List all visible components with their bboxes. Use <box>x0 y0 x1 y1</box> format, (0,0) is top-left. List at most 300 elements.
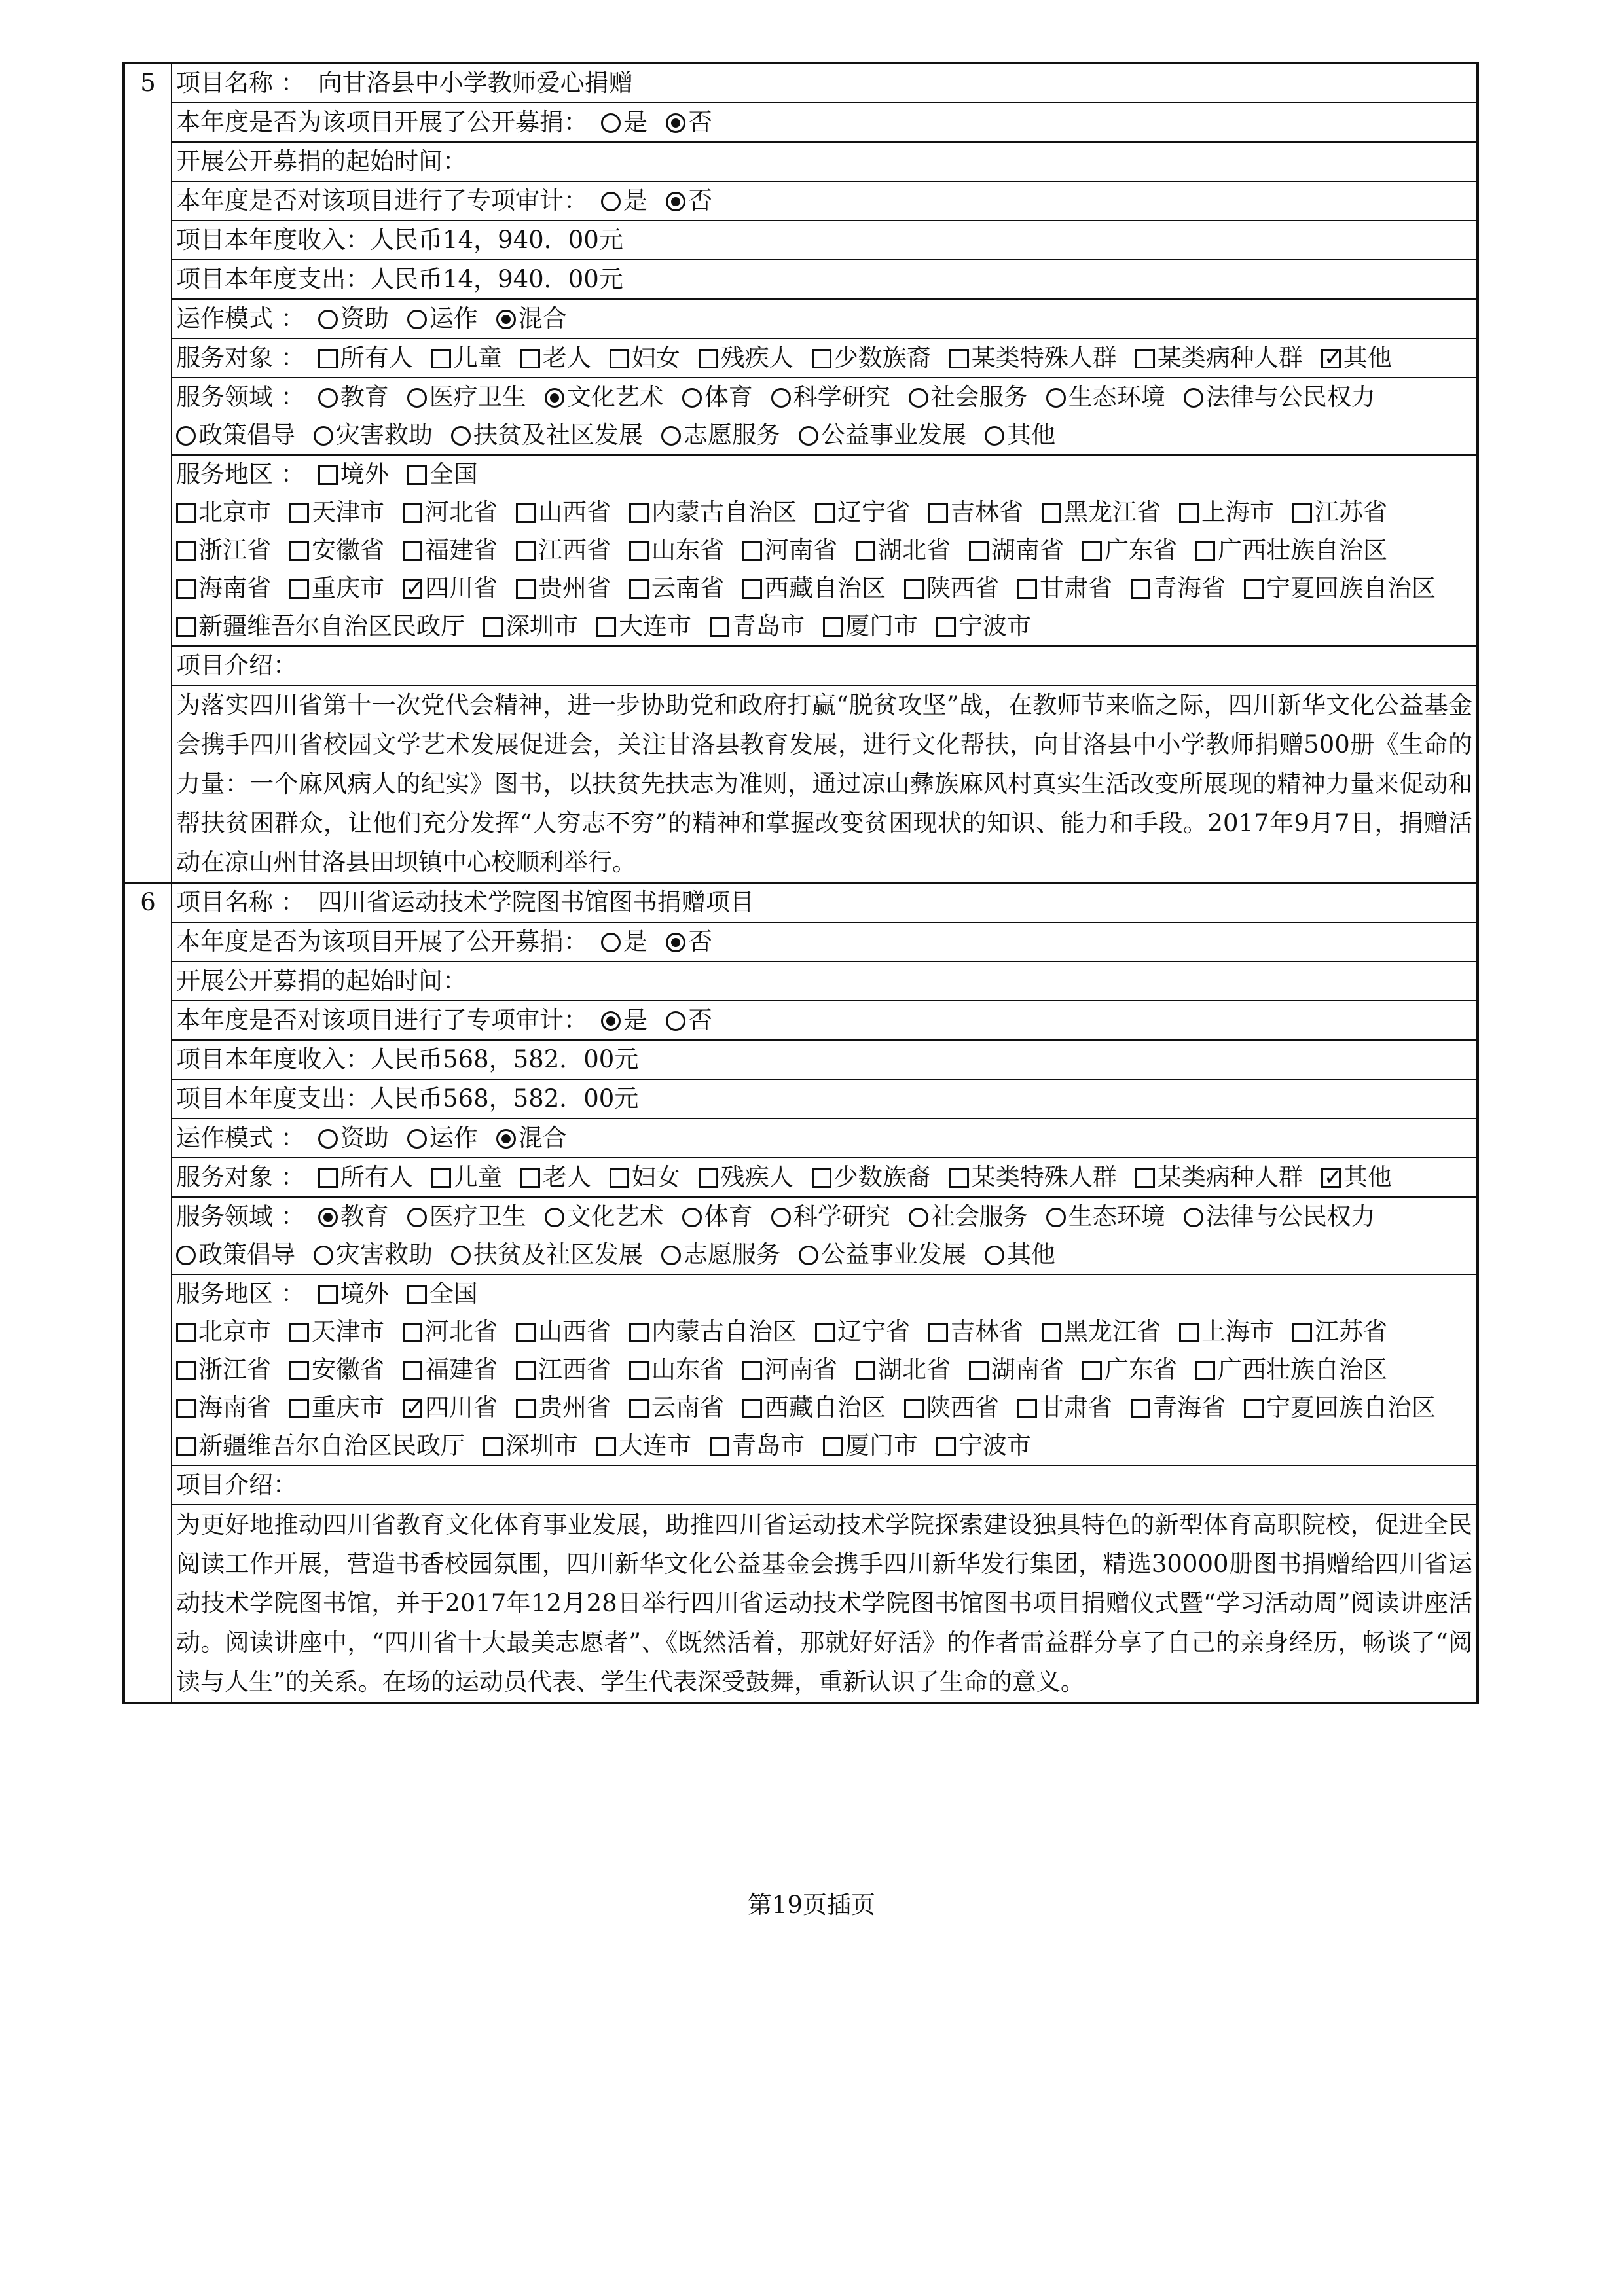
radio-option[interactable] <box>682 378 753 416</box>
checkbox-option[interactable] <box>289 1351 384 1389</box>
checkbox-option[interactable] <box>812 339 931 377</box>
radio-option[interactable] <box>799 1236 966 1274</box>
checkbox-icon[interactable] <box>949 349 969 368</box>
radio-button-icon[interactable] <box>909 388 928 408</box>
radio-option[interactable] <box>407 1198 526 1236</box>
checkbox-option[interactable] <box>742 569 886 607</box>
checkbox-icon[interactable] <box>289 503 309 523</box>
radio-button-icon[interactable] <box>451 426 471 446</box>
checkbox-option[interactable] <box>1017 1389 1112 1427</box>
checkbox-option[interactable] <box>742 1351 837 1389</box>
checkbox-option[interactable] <box>407 1275 478 1313</box>
radio-option[interactable] <box>407 1119 478 1157</box>
checkbox-option[interactable] <box>856 531 951 569</box>
option-label: 医疗卫生 <box>429 383 526 411</box>
checkbox-icon[interactable] <box>904 1399 924 1418</box>
checkbox-icon[interactable] <box>1321 349 1341 368</box>
option-label: 河北省 <box>425 1318 498 1346</box>
checkbox-icon[interactable] <box>1135 1168 1155 1188</box>
radio-option[interactable] <box>318 300 389 338</box>
checkbox-option[interactable] <box>1195 1351 1387 1389</box>
checkbox-option[interactable] <box>1082 1351 1177 1389</box>
checkbox-icon[interactable] <box>318 1168 338 1188</box>
checkbox-option[interactable] <box>403 493 498 531</box>
radio-button-icon[interactable] <box>318 388 338 408</box>
checkbox-icon[interactable] <box>1179 503 1199 523</box>
radio-option[interactable] <box>799 416 966 454</box>
checkbox-option[interactable] <box>699 1158 793 1196</box>
checkbox-option[interactable] <box>318 1275 389 1313</box>
checkbox-icon[interactable] <box>610 349 629 368</box>
checkbox-icon[interactable] <box>1082 541 1102 561</box>
checkbox-option[interactable] <box>699 339 793 377</box>
checkbox-icon[interactable] <box>407 1285 427 1304</box>
checkbox-option[interactable] <box>928 493 1023 531</box>
checkbox-icon[interactable] <box>289 1323 309 1342</box>
radio-option[interactable] <box>682 1198 753 1236</box>
field-row <box>172 1197 1478 1274</box>
checkbox-option[interactable] <box>1131 1389 1226 1427</box>
option-label: 辽宁省 <box>837 1318 910 1346</box>
radio-option[interactable] <box>1184 378 1376 416</box>
radio-option[interactable] <box>318 378 389 416</box>
radio-button-icon[interactable] <box>451 1246 471 1265</box>
radio-option[interactable] <box>666 103 712 141</box>
checkbox-icon[interactable] <box>516 1361 536 1380</box>
checkbox-option[interactable] <box>176 569 271 607</box>
checkbox-icon[interactable] <box>516 579 536 599</box>
radio-button-icon[interactable] <box>661 1246 681 1265</box>
checkbox-icon[interactable] <box>1082 1361 1102 1380</box>
checkbox-option[interactable] <box>516 1389 611 1427</box>
checkbox-icon[interactable] <box>629 1361 649 1380</box>
checkbox-icon[interactable] <box>742 1399 762 1418</box>
checkbox-option[interactable] <box>403 1313 498 1351</box>
option-label: 湖南省 <box>991 1355 1064 1384</box>
radio-option[interactable] <box>666 1001 712 1039</box>
checkbox-icon[interactable] <box>289 1399 309 1418</box>
checkbox-option[interactable] <box>403 1351 498 1389</box>
checkbox-option[interactable] <box>483 607 578 645</box>
checkbox-icon[interactable] <box>710 1437 729 1456</box>
radio-option[interactable] <box>1046 1198 1165 1236</box>
checkbox-option[interactable] <box>407 456 478 493</box>
checkbox-icon[interactable] <box>176 617 196 637</box>
checkbox-icon[interactable] <box>403 541 422 561</box>
radio-option[interactable] <box>407 300 478 338</box>
radio-option[interactable] <box>451 1236 643 1274</box>
checkbox-icon[interactable] <box>176 503 196 523</box>
checkbox-icon[interactable] <box>289 1361 309 1380</box>
radio-option[interactable] <box>314 1236 433 1274</box>
checkbox-option[interactable] <box>431 339 502 377</box>
checkbox-icon[interactable] <box>176 1437 196 1456</box>
checkbox-icon[interactable] <box>516 503 536 523</box>
option-label: 安徽省 <box>312 536 384 564</box>
checkbox-icon[interactable] <box>742 541 762 561</box>
checkbox-icon[interactable] <box>176 541 196 561</box>
radio-button-icon[interactable] <box>985 426 1004 446</box>
checkbox-icon[interactable] <box>431 1168 451 1188</box>
fundraising-start-row <box>172 961 1478 1001</box>
radio-option[interactable] <box>771 1198 890 1236</box>
checkbox-icon[interactable] <box>520 349 540 368</box>
checkbox-icon[interactable] <box>949 1168 969 1188</box>
radio-button-icon[interactable] <box>314 426 333 446</box>
checkbox-option[interactable] <box>1244 569 1436 607</box>
radio-option[interactable] <box>1184 1198 1376 1236</box>
checkbox-icon[interactable] <box>812 349 831 368</box>
radio-option[interactable] <box>771 378 890 416</box>
checkbox-option[interactable] <box>610 339 680 377</box>
checkbox-option[interactable] <box>629 1351 724 1389</box>
checkbox-icon[interactable] <box>742 579 762 599</box>
checkbox-option[interactable] <box>1042 1313 1161 1351</box>
checkbox-option[interactable] <box>812 1158 931 1196</box>
checkbox-icon[interactable] <box>823 1437 843 1456</box>
intro-row <box>172 1505 1478 1703</box>
radio-option[interactable] <box>318 1119 389 1157</box>
radio-option[interactable] <box>601 182 647 220</box>
checkbox-option[interactable] <box>1292 493 1387 531</box>
radio-option[interactable] <box>407 378 526 416</box>
checkbox-icon[interactable] <box>176 579 196 599</box>
checkbox-icon[interactable] <box>1042 1323 1061 1342</box>
radio-button-icon[interactable] <box>682 388 702 408</box>
radio-option[interactable] <box>666 182 712 220</box>
checkbox-icon[interactable] <box>289 541 309 561</box>
option-label: 少数族裔 <box>833 1163 931 1191</box>
checkbox-icon[interactable] <box>1292 503 1312 523</box>
checkbox-icon[interactable] <box>483 1437 503 1456</box>
checkbox-option[interactable] <box>289 531 384 569</box>
checkbox-icon[interactable] <box>936 617 956 637</box>
checkbox-option[interactable] <box>176 607 465 645</box>
checkbox-option[interactable] <box>1017 569 1112 607</box>
checkbox-option[interactable] <box>596 1427 691 1465</box>
checkbox-icon[interactable] <box>629 1399 649 1418</box>
checkbox-icon[interactable] <box>1195 541 1215 561</box>
checkbox-icon[interactable] <box>815 1323 835 1342</box>
checkbox-option[interactable] <box>596 607 691 645</box>
radio-button-icon[interactable] <box>318 1208 338 1227</box>
checkbox-option[interactable] <box>1179 493 1274 531</box>
radio-button-icon[interactable] <box>799 426 818 446</box>
checkbox-icon[interactable] <box>928 503 948 523</box>
radio-button-icon[interactable] <box>314 1246 333 1265</box>
checkbox-option[interactable] <box>176 1389 271 1427</box>
option-label: 公益事业发展 <box>821 1240 966 1268</box>
checkbox-icon[interactable] <box>936 1437 956 1456</box>
radio-button-icon[interactable] <box>771 388 791 408</box>
checkbox-icon[interactable] <box>823 617 843 637</box>
radio-button-icon[interactable] <box>601 113 621 133</box>
radio-button-icon[interactable] <box>909 1208 928 1227</box>
radio-button-icon[interactable] <box>771 1208 791 1227</box>
radio-option[interactable] <box>496 1119 567 1157</box>
radio-option[interactable] <box>545 378 664 416</box>
option-label: 福建省 <box>425 536 498 564</box>
checkbox-option[interactable] <box>289 1389 384 1427</box>
checkbox-option[interactable] <box>969 531 1064 569</box>
radio-option[interactable] <box>666 923 712 961</box>
radio-button-icon[interactable] <box>601 1011 621 1031</box>
expense-value: 项目本年度支出：人民币14，940．00元 <box>176 265 623 293</box>
checkbox-icon[interactable] <box>516 541 536 561</box>
checkbox-icon[interactable] <box>289 579 309 599</box>
checkbox-icon[interactable] <box>403 1361 422 1380</box>
checkbox-icon[interactable] <box>629 579 649 599</box>
checkbox-option[interactable] <box>629 1389 724 1427</box>
checkbox-icon[interactable] <box>699 349 718 368</box>
checkbox-icon[interactable] <box>969 541 989 561</box>
radio-button-icon[interactable] <box>496 1129 516 1149</box>
checkbox-option[interactable] <box>1135 1158 1303 1196</box>
checkbox-option[interactable] <box>904 1389 999 1427</box>
checkbox-option[interactable] <box>928 1313 1023 1351</box>
radio-button-icon[interactable] <box>661 426 681 446</box>
checkbox-icon[interactable] <box>520 1168 540 1188</box>
checkbox-icon[interactable] <box>699 1168 718 1188</box>
checkbox-option[interactable] <box>516 569 611 607</box>
radio-button-icon[interactable] <box>666 113 685 133</box>
checkbox-icon[interactable] <box>318 465 338 485</box>
checkbox-option[interactable] <box>1195 531 1387 569</box>
checkbox-option[interactable] <box>431 1158 502 1196</box>
radio-option[interactable] <box>985 416 1055 454</box>
checkbox-icon[interactable] <box>176 1323 196 1342</box>
checkbox-option[interactable] <box>403 569 498 607</box>
option-label: 社会服务 <box>930 1202 1028 1230</box>
checkbox-icon[interactable] <box>596 1437 616 1456</box>
radio-option[interactable] <box>909 1198 1028 1236</box>
checkbox-option[interactable] <box>815 493 910 531</box>
checkbox-icon[interactable] <box>1042 503 1061 523</box>
checkbox-option[interactable] <box>176 1427 465 1465</box>
option-label: 灾害救助 <box>336 1240 433 1268</box>
checkbox-option[interactable] <box>1321 1158 1392 1196</box>
radio-button-icon[interactable] <box>985 1246 1004 1265</box>
checkbox-option[interactable] <box>904 569 999 607</box>
checkbox-option[interactable] <box>176 1351 271 1389</box>
option-label: 公益事业发展 <box>821 421 966 449</box>
checkbox-icon[interactable] <box>1292 1323 1312 1342</box>
checkbox-option[interactable] <box>1131 569 1226 607</box>
checkbox-icon[interactable] <box>1244 1399 1264 1418</box>
checkbox-option[interactable] <box>1082 531 1177 569</box>
checkbox-option[interactable] <box>318 1158 413 1196</box>
checkbox-icon[interactable] <box>318 349 338 368</box>
radio-button-icon[interactable] <box>601 933 621 952</box>
checkbox-option[interactable] <box>629 1313 797 1351</box>
radio-option[interactable] <box>1046 378 1165 416</box>
radio-button-icon[interactable] <box>1046 388 1066 408</box>
radio-option[interactable] <box>985 1236 1055 1274</box>
checkbox-icon[interactable] <box>403 1399 422 1418</box>
fundraising-start-label: 开展公开募捐的起始时间： <box>176 147 467 175</box>
radio-option[interactable] <box>601 923 647 961</box>
checkbox-icon[interactable] <box>815 503 835 523</box>
checkbox-option[interactable] <box>1179 1313 1274 1351</box>
checkbox-icon[interactable] <box>1131 579 1150 599</box>
checkbox-option[interactable] <box>318 339 413 377</box>
checkbox-option[interactable] <box>516 1351 611 1389</box>
radio-button-icon[interactable] <box>545 1208 564 1227</box>
checkbox-option[interactable] <box>629 531 724 569</box>
radio-button-icon[interactable] <box>666 1011 685 1031</box>
option-label: 安徽省 <box>312 1355 384 1384</box>
checkbox-option[interactable] <box>936 607 1031 645</box>
checkbox-icon[interactable] <box>1179 1323 1199 1342</box>
radio-button-icon[interactable] <box>496 310 516 329</box>
checkbox-option[interactable] <box>520 339 591 377</box>
radio-option[interactable] <box>314 416 433 454</box>
checkbox-option[interactable] <box>742 1389 886 1427</box>
radio-option[interactable] <box>176 1236 295 1274</box>
checkbox-icon[interactable] <box>710 617 729 637</box>
checkbox-option[interactable] <box>610 1158 680 1196</box>
checkbox-icon[interactable] <box>629 1323 649 1342</box>
checkbox-icon[interactable] <box>742 1361 762 1380</box>
checkbox-icon[interactable] <box>176 1399 196 1418</box>
intro-row <box>172 685 1478 883</box>
checkbox-icon[interactable] <box>403 579 422 599</box>
checkbox-option[interactable] <box>742 531 837 569</box>
radio-button-icon[interactable] <box>407 310 427 329</box>
checkbox-option[interactable] <box>516 1313 611 1351</box>
checkbox-icon[interactable] <box>176 1361 196 1380</box>
checkbox-option[interactable] <box>289 493 384 531</box>
checkbox-icon[interactable] <box>1017 579 1037 599</box>
checkbox-option[interactable] <box>1321 339 1392 377</box>
checkbox-icon[interactable] <box>856 1361 875 1380</box>
checkbox-option[interactable] <box>403 531 498 569</box>
radio-button-icon[interactable] <box>407 1208 427 1227</box>
checkbox-icon[interactable] <box>610 1168 629 1188</box>
checkbox-icon[interactable] <box>516 1323 536 1342</box>
checkbox-option[interactable] <box>176 531 271 569</box>
checkbox-option[interactable] <box>1042 493 1161 531</box>
checkbox-option[interactable] <box>516 493 611 531</box>
checkbox-option[interactable] <box>710 607 805 645</box>
option-label: 云南省 <box>651 1393 724 1422</box>
checkbox-option[interactable] <box>936 1427 1031 1465</box>
radio-button-icon[interactable] <box>601 192 621 211</box>
checkbox-option[interactable] <box>969 1351 1064 1389</box>
radio-button-icon[interactable] <box>666 933 685 952</box>
checkbox-icon[interactable] <box>403 503 422 523</box>
checkbox-option[interactable] <box>318 456 389 493</box>
checkbox-option[interactable] <box>949 1158 1117 1196</box>
checkbox-option[interactable] <box>289 1313 384 1351</box>
checkbox-icon[interactable] <box>407 465 427 485</box>
project-number: 6 <box>124 883 172 1703</box>
checkbox-icon[interactable] <box>431 349 451 368</box>
radio-button-icon[interactable] <box>407 388 427 408</box>
checkbox-icon[interactable] <box>928 1323 948 1342</box>
checkbox-icon[interactable] <box>812 1168 831 1188</box>
radio-button-icon[interactable] <box>407 1129 427 1149</box>
radio-option[interactable] <box>545 1198 664 1236</box>
radio-button-icon[interactable] <box>682 1208 702 1227</box>
option-label: 海南省 <box>198 574 271 602</box>
radio-option[interactable] <box>601 103 647 141</box>
radio-button-icon[interactable] <box>318 1129 338 1149</box>
checkbox-icon[interactable] <box>1131 1399 1150 1418</box>
checkbox-icon[interactable] <box>1195 1361 1215 1380</box>
radio-option[interactable] <box>601 1001 647 1039</box>
checkbox-icon[interactable] <box>1135 349 1155 368</box>
checkbox-icon[interactable] <box>969 1361 989 1380</box>
radio-button-icon[interactable] <box>318 310 338 329</box>
expense-row <box>172 260 1478 299</box>
target-label: 服务对象 ： <box>176 1163 305 1191</box>
radio-button-icon[interactable] <box>545 388 564 408</box>
radio-button-icon[interactable] <box>176 1246 196 1265</box>
checkbox-option[interactable] <box>710 1427 805 1465</box>
checkbox-icon[interactable] <box>856 541 875 561</box>
checkbox-option[interactable] <box>629 493 797 531</box>
checkbox-option[interactable] <box>520 1158 591 1196</box>
checkbox-icon[interactable] <box>629 541 649 561</box>
checkbox-icon[interactable] <box>403 1323 422 1342</box>
checkbox-option[interactable] <box>629 569 724 607</box>
checkbox-option[interactable] <box>289 569 384 607</box>
checkbox-option[interactable] <box>823 607 918 645</box>
checkbox-option[interactable] <box>176 493 271 531</box>
checkbox-option[interactable] <box>823 1427 918 1465</box>
checkbox-option[interactable] <box>1292 1313 1387 1351</box>
radio-button-icon[interactable] <box>799 1246 818 1265</box>
checkbox-option[interactable] <box>516 531 611 569</box>
checkbox-option[interactable] <box>1135 339 1303 377</box>
option-label: 深圳市 <box>505 1431 578 1460</box>
checkbox-icon[interactable] <box>629 503 649 523</box>
radio-option[interactable] <box>496 300 567 338</box>
checkbox-icon[interactable] <box>596 617 616 637</box>
option-label: 甘肃省 <box>1040 1393 1112 1422</box>
option-label: 是 <box>623 187 647 215</box>
option-label: 山东省 <box>651 1355 724 1384</box>
checkbox-option[interactable] <box>815 1313 910 1351</box>
checkbox-option[interactable] <box>856 1351 951 1389</box>
radio-button-icon[interactable] <box>1046 1208 1066 1227</box>
radio-option[interactable] <box>176 416 295 454</box>
radio-button-icon[interactable] <box>1184 1208 1203 1227</box>
checkbox-option[interactable] <box>403 1389 498 1427</box>
checkbox-option[interactable] <box>1244 1389 1436 1427</box>
checkbox-icon[interactable] <box>1321 1168 1341 1188</box>
radio-button-icon[interactable] <box>666 192 685 211</box>
checkbox-option[interactable] <box>176 1313 271 1351</box>
checkbox-icon[interactable] <box>516 1399 536 1418</box>
radio-button-icon[interactable] <box>1184 388 1203 408</box>
checkbox-icon[interactable] <box>318 1285 338 1304</box>
radio-option[interactable] <box>661 416 780 454</box>
radio-option[interactable] <box>661 1236 780 1274</box>
option-label: 西藏自治区 <box>765 1393 886 1422</box>
radio-option[interactable] <box>451 416 643 454</box>
checkbox-option[interactable] <box>483 1427 578 1465</box>
radio-button-icon[interactable] <box>176 426 196 446</box>
radio-option[interactable] <box>318 1198 389 1236</box>
radio-option[interactable] <box>909 378 1028 416</box>
checkbox-icon[interactable] <box>483 617 503 637</box>
checkbox-icon[interactable] <box>904 579 924 599</box>
checkbox-icon[interactable] <box>1244 579 1264 599</box>
checkbox-option[interactable] <box>949 339 1117 377</box>
checkbox-icon[interactable] <box>1017 1399 1037 1418</box>
